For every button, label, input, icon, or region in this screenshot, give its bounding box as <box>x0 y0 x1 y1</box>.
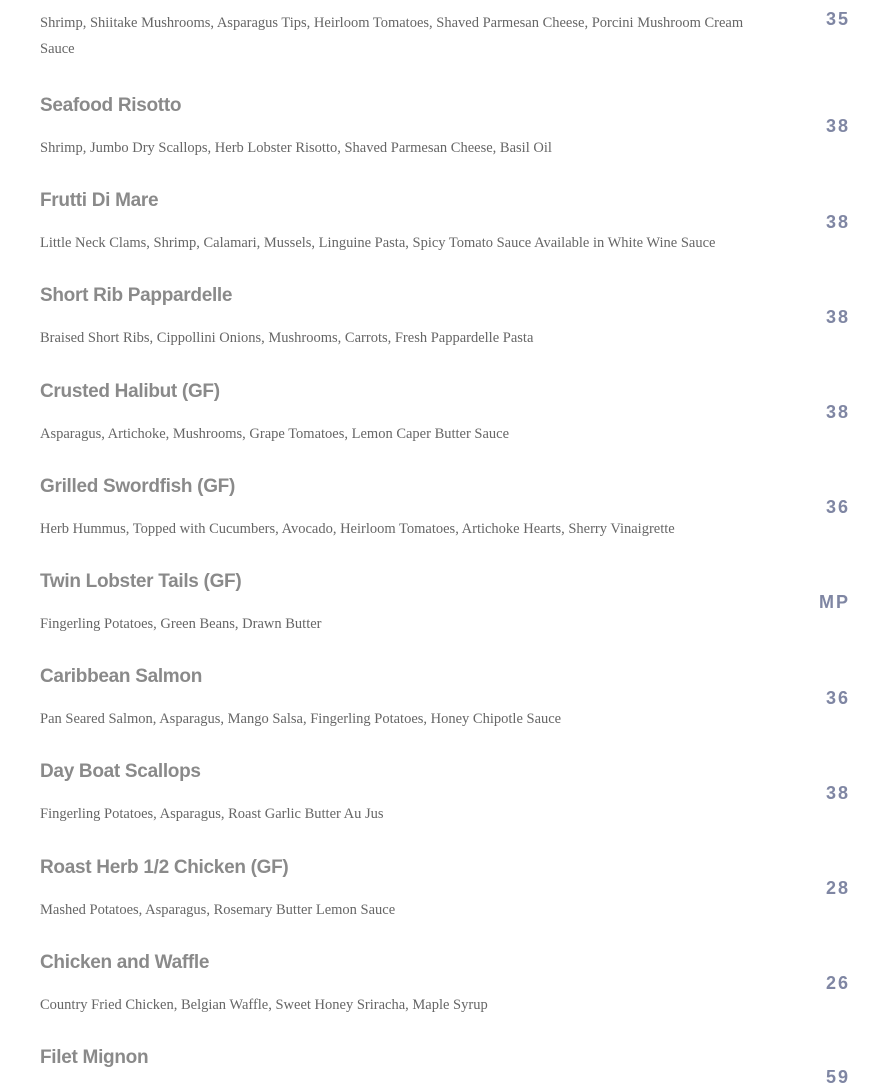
menu-item-name: Crusted Halibut (GF) <box>40 381 220 402</box>
menu-item-price: 38 <box>825 307 850 327</box>
menu-item <box>40 953 850 1018</box>
menu-item <box>40 477 850 542</box>
menu-item-description: Mashed Potatoes, Asparagus, Rosemary Butter Lemon Sauce <box>40 902 396 918</box>
menu-item-price: 38 <box>825 116 850 136</box>
menu-item-price: 59 <box>825 1067 850 1084</box>
menu-item-name: Short Rib Pappardelle <box>40 285 233 306</box>
menu-item-name: Chicken and Waffle <box>40 952 210 973</box>
menu-item <box>40 96 850 161</box>
menu-item <box>40 286 850 351</box>
menu-item-price: MP <box>819 592 850 612</box>
menu-item-description: Country Fried Chicken, Belgian Waffle, Sweet Honey Sriracha, Maple Syrup <box>40 997 488 1013</box>
menu-item <box>40 10 850 62</box>
menu-item-name: Caribbean Salmon <box>40 666 203 687</box>
menu-item <box>40 191 850 256</box>
menu-item-description: Shrimp, Jumbo Dry Scallops, Herb Lobster Risotto, Shaved Parmesan Cheese, Basil Oil <box>40 140 552 156</box>
menu-item-price: 35 <box>825 9 850 29</box>
menu-item-name: Twin Lobster Tails (GF) <box>40 571 242 592</box>
menu-item-description: Pan Seared Salmon, Asparagus, Mango Salsa, Fingerling Potatoes, Honey Chipotle Sauce <box>40 711 562 727</box>
menu-item-price: 28 <box>825 878 850 898</box>
menu-item-description: Fingerling Potatoes, Green Beans, Drawn Butter <box>40 616 322 632</box>
menu-item-description: Braised Short Ribs, Cippollini Onions, Mushrooms, Carrots, Fresh Pappardelle Pasta <box>40 330 534 346</box>
menu-item <box>40 667 850 732</box>
menu-item-description: Shrimp, Shiitake Mushrooms, Asparagus Tips, Heirloom Tomatoes, Shaved Parmesan Cheese, Porcini Mushroom Cream Sauce <box>40 15 744 57</box>
menu-item <box>40 382 850 447</box>
menu-item <box>40 762 850 827</box>
menu-item-price: 38 <box>825 402 850 422</box>
menu-item-name: Roast Herb 1/2 Chicken (GF) <box>40 857 289 878</box>
menu-item-price: 36 <box>825 688 850 708</box>
menu-item-name: Seafood Risotto <box>40 95 182 116</box>
menu-item-description: Fingerling Potatoes, Asparagus, Roast Garlic Butter Au Jus <box>40 806 384 822</box>
menu-item-description: Herb Hummus, Topped with Cucumbers, Avocado, Heirloom Tomatoes, Artichoke Hearts, Sherry Vinaigrette <box>40 521 675 537</box>
menu-item-name: Grilled Swordfish (GF) <box>40 476 236 497</box>
menu-item-description: Asparagus, Artichoke, Mushrooms, Grape Tomatoes, Lemon Caper Butter Sauce <box>40 426 510 442</box>
menu-item-name: Day Boat Scallops <box>40 761 201 782</box>
menu-item <box>40 858 850 923</box>
menu-item-price: 38 <box>825 783 850 803</box>
menu-item <box>40 1048 850 1067</box>
menu-item-name: Frutti Di Mare <box>40 190 159 211</box>
menu-item <box>40 572 850 637</box>
menu-item-price: 26 <box>825 973 850 993</box>
menu-item-description: Little Neck Clams, Shrimp, Calamari, Mussels, Linguine Pasta, Spicy Tomato Sauce Available in White Wine Sauce <box>40 235 716 251</box>
menu-item-name: Filet Mignon <box>40 1047 149 1068</box>
menu-item-price: 36 <box>825 497 850 517</box>
menu-item-price: 38 <box>825 212 850 232</box>
